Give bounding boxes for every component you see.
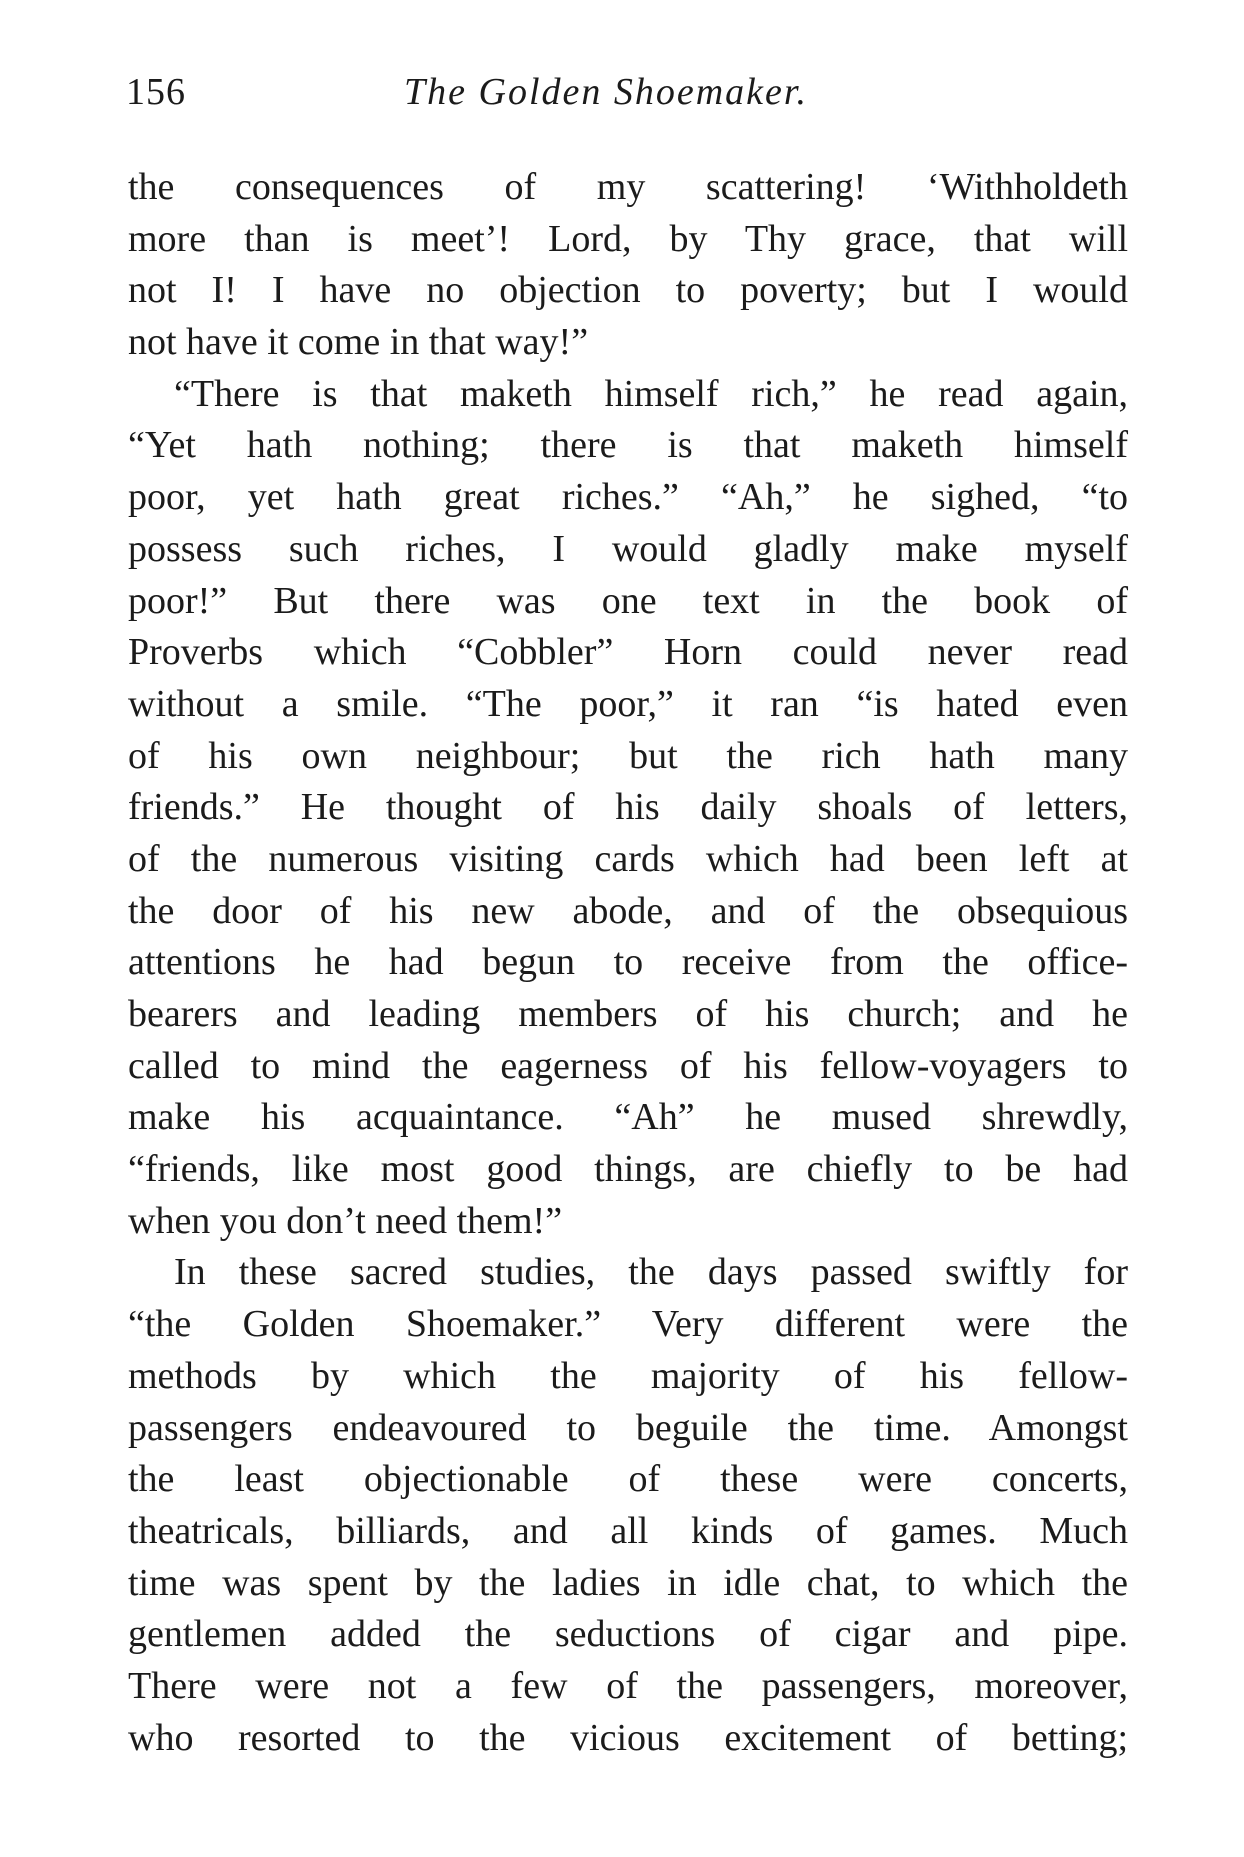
body-text — [128, 162, 1128, 1764]
text-line: of the numerous visiting cards which had been left at — [128, 837, 1128, 880]
running-title: The Golden Shoemaker. — [404, 71, 808, 113]
text-line: not I! I have no objection to poverty; but I would — [128, 269, 1128, 312]
text-line: “Yet hath nothing; there is that maketh himself — [128, 424, 1128, 467]
text-line: In these sacred studies, the days passed swiftly for — [174, 1251, 1128, 1294]
text-line: attentions he had begun to receive from the office- — [128, 941, 1128, 984]
text-line: when you don’t need them!” — [128, 1199, 563, 1242]
text-line: poor!” But there was one text in the book of — [128, 579, 1128, 622]
text-line: There were not a few of the passengers, moreover, — [128, 1664, 1128, 1707]
text-line: the door of his new abode, and of the obsequious — [128, 889, 1128, 932]
page-number: 156 — [126, 71, 186, 113]
text-line: “friends, like most good things, are chiefly to be had — [128, 1148, 1128, 1191]
text-line: friends.” He thought of his daily shoals of letters, — [128, 786, 1128, 829]
text-line: passengers endeavoured to beguile the time. Amongst — [128, 1406, 1128, 1449]
text-line: not have it come in that way!” — [128, 321, 589, 364]
text-line: possess such riches, I would gladly make myself — [128, 527, 1128, 570]
text-line: theatricals, billiards, and all kinds of games. Much — [128, 1509, 1128, 1552]
text-line: time was spent by the ladies in idle chat, to which the — [128, 1561, 1128, 1604]
text-line: the least objectionable of these were concerts, — [128, 1458, 1128, 1501]
text-line: poor, yet hath great riches.” “Ah,” he sighed, “to — [128, 476, 1128, 519]
text-line: bearers and leading members of his church; and he — [128, 993, 1128, 1035]
text-line: more than is meet’! Lord, by Thy grace, that will — [128, 217, 1128, 260]
text-line: of his own neighbour; but the rich hath many — [128, 734, 1128, 777]
text-line: the consequences of my scattering! ‘Withholdeth — [128, 166, 1128, 208]
page-header — [126, 62, 1126, 122]
text-line: without a smile. “The poor,” it ran “is hated even — [128, 682, 1128, 725]
text-line: Proverbs which “Cobbler” Horn could never read — [128, 631, 1128, 674]
text-line: gentlemen added the seductions of cigar and pipe. — [128, 1613, 1128, 1656]
text-line: methods by which the majority of his fellow- — [128, 1354, 1128, 1397]
text-line: “There is that maketh himself rich,” he read again, — [174, 372, 1128, 415]
text-line: “the Golden Shoemaker.” Very different were the — [128, 1303, 1128, 1346]
text-line: who resorted to the vicious excitement of betting; — [128, 1716, 1128, 1759]
text-line: make his acquaintance. “Ah” he mused shrewdly, — [128, 1096, 1128, 1139]
text-line: called to mind the eagerness of his fellow-voyagers to — [128, 1044, 1128, 1087]
